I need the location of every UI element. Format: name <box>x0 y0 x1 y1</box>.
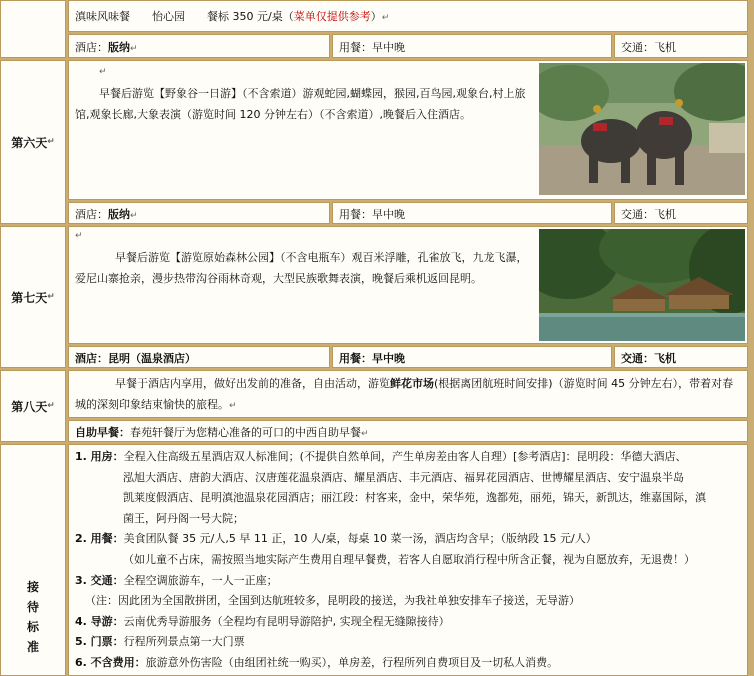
standard-item-label: 5. 门票： <box>75 635 124 649</box>
standard-item-label: 4. 导游： <box>75 614 124 628</box>
hotel-value: 版纳 <box>108 208 130 221</box>
transport-text: 交通：飞机 <box>621 208 676 221</box>
hotel-cell-5: 酒店：版纳↵ <box>68 34 330 58</box>
standard-line <box>75 488 706 508</box>
standard-item-text: （注：因此团为全国散拼团，全国到达航班较多，昆明段的接送，为我社单独安排车子接送，无导游） <box>85 594 580 608</box>
meal-cell-7 <box>332 346 612 368</box>
standard-label-cell <box>0 444 66 676</box>
standard-item-text: 全程空调旅游车，一人一正座； <box>123 573 278 587</box>
transport-cell-6 <box>614 202 748 224</box>
transport-cell-7 <box>614 346 748 368</box>
day-six-content <box>68 60 748 200</box>
standard-item-text: 云南优秀导游服务（全程均有昆明导游陪护, 实现全程无缝隙接待） <box>123 614 450 628</box>
hotel-cell-6: 酒店：版纳↵ <box>68 202 330 224</box>
meal-text: 用餐：早中晚 <box>339 41 405 54</box>
standard-item-label: 6. 不含费用： <box>75 656 146 669</box>
breakfast-row: 自助早餐：春苑轩餐厅为您精心准备的可口的中西自助早餐↵ <box>68 420 748 442</box>
standard-line <box>75 571 278 591</box>
standard-item-text: 凯莱度假酒店、昆明滇池温泉花园酒店；丽江段：村客来，金中，荣华苑，逸都苑，丽苑，锦天，新凯达，维嘉国际，滇 <box>123 491 706 505</box>
standard-line <box>75 468 684 488</box>
standard-line <box>75 653 558 673</box>
day-seven-label-cell: 第七天 ↵ <box>0 226 66 368</box>
day-eight-label-cell: 第八天 ↵ <box>0 370 66 442</box>
standard-line <box>75 612 450 632</box>
return-mark-icon: ↵ <box>75 231 83 241</box>
standard-line <box>75 529 597 549</box>
day-eight-content <box>68 370 748 418</box>
standard-item-label: 1. 用房： <box>75 450 124 463</box>
transport-text: 交通：飞机 <box>621 352 676 365</box>
standard-label: 接待标准 <box>27 580 40 654</box>
return-mark-icon: ↵ <box>130 44 138 54</box>
standard-item-text: 行程所列景点第一大门票 <box>123 635 245 649</box>
standard-item-text: 泓旭大酒店、唐韵大酒店、汉唐莲花温泉酒店、耀星酒店、丰元酒店、福昇花园酒店、世博耀星酒店、安宁温泉半岛 <box>123 470 684 484</box>
day-seven-label: 第七天 <box>11 290 48 305</box>
return-mark-icon: ↵ <box>381 13 390 23</box>
meal-cell-6 <box>332 202 612 224</box>
meal-text: 用餐：早中晚 <box>339 352 405 365</box>
elephant-show-photo <box>539 63 745 195</box>
dinner-text: 滇味风味餐 怡心园 餐标 350 元/桌（ <box>75 10 294 23</box>
standard-item-text: 菌王，阿丹阁一号大院； <box>123 511 244 525</box>
day-six-label: 第六天 <box>11 135 48 150</box>
forest-park-photo <box>539 229 745 341</box>
hotel-cell-7 <box>68 346 330 368</box>
standard-item-text: （如儿童不占床，需按照当地实际产生费用自理早餐费，若客人自愿取消行程中所含正餐，视为自愿放弃，无退费！） <box>123 553 695 566</box>
standard-line <box>75 447 687 467</box>
return-mark-icon: ↵ <box>99 67 107 77</box>
breakfast-text: 春苑轩餐厅为您精心准备的可口的中西自助早餐 <box>130 426 361 439</box>
standard-line <box>75 509 244 529</box>
standard-content <box>68 444 748 676</box>
standard-line <box>75 591 580 611</box>
transport-cell-5 <box>614 34 748 58</box>
day-seven-description: 早餐后游览【游览原始森林公园】（不含电瓶车）观百米浮雕，孔雀放飞，九龙飞瀑，爱尼山寨抢亲，漫步热带沟谷雨林奇观，大型民族歌舞表演，晚餐后乘机返回昆明。 <box>75 251 528 285</box>
standard-item-label: 3. 交通： <box>75 573 124 587</box>
day-seven-content <box>68 226 748 344</box>
meal-text: 用餐：早中晚 <box>339 208 405 221</box>
day-six-label-cell: 第六天 ↵ <box>0 60 66 224</box>
hotel-text: 酒店：昆明（温泉酒店） <box>75 352 196 365</box>
standard-item-text: 旅游意外伤害险（由组团社统一购买），单房差，行程所列自费项目及一切私人消费。 <box>145 656 559 669</box>
breakfast-label: 自助早餐： <box>75 426 130 439</box>
day-six-description: 早餐后游览【野象谷一日游】（不含索道）游观蛇园,蝴蝶园，猴园,百鸟园,观象台,村上旅馆,观象长廊,大象表演（游览时间 120 分钟左右）（不含索道）,晚餐后入住酒店。 <box>75 87 526 121</box>
dinner-row: 滇味风味餐 怡心园 餐标 350 元/桌（菜单仅提供参考）↵ <box>68 0 748 32</box>
menu-note: 菜单仅提供参考 <box>293 10 371 23</box>
flower-market: 鲜花市场 <box>390 377 434 390</box>
standard-line <box>75 632 245 652</box>
standard-item-text: 美食团队餐 35 元/人,5 早 11 正，10 人/桌，每桌 10 菜一汤，酒店均含早；（版纳段 15 元/人） <box>123 532 597 546</box>
meal-cell-5 <box>332 34 612 58</box>
day-eight-description: 早餐于酒店内享用，做好出发前的准备，自由活动，游览鲜花市场(根据离团航班时间安排)（游览时间 45 分钟左右），带着对春城的深刻印象结束愉快的旅程。↵ <box>75 377 734 411</box>
standard-item-text: 全程入住高级五星酒店双人标准间；(不提供自然单间，产生单房差由客人自理）[参考酒店]：昆明段：华德大酒店、 <box>123 450 687 463</box>
hotel-value: 版纳 <box>108 41 130 54</box>
day-eight-label: 第八天 <box>11 399 48 414</box>
standard-line <box>75 550 695 570</box>
day-label-cell-top <box>0 0 66 58</box>
transport-text: 交通：飞机 <box>621 41 676 54</box>
standard-item-label: 2. 用餐： <box>75 532 124 546</box>
